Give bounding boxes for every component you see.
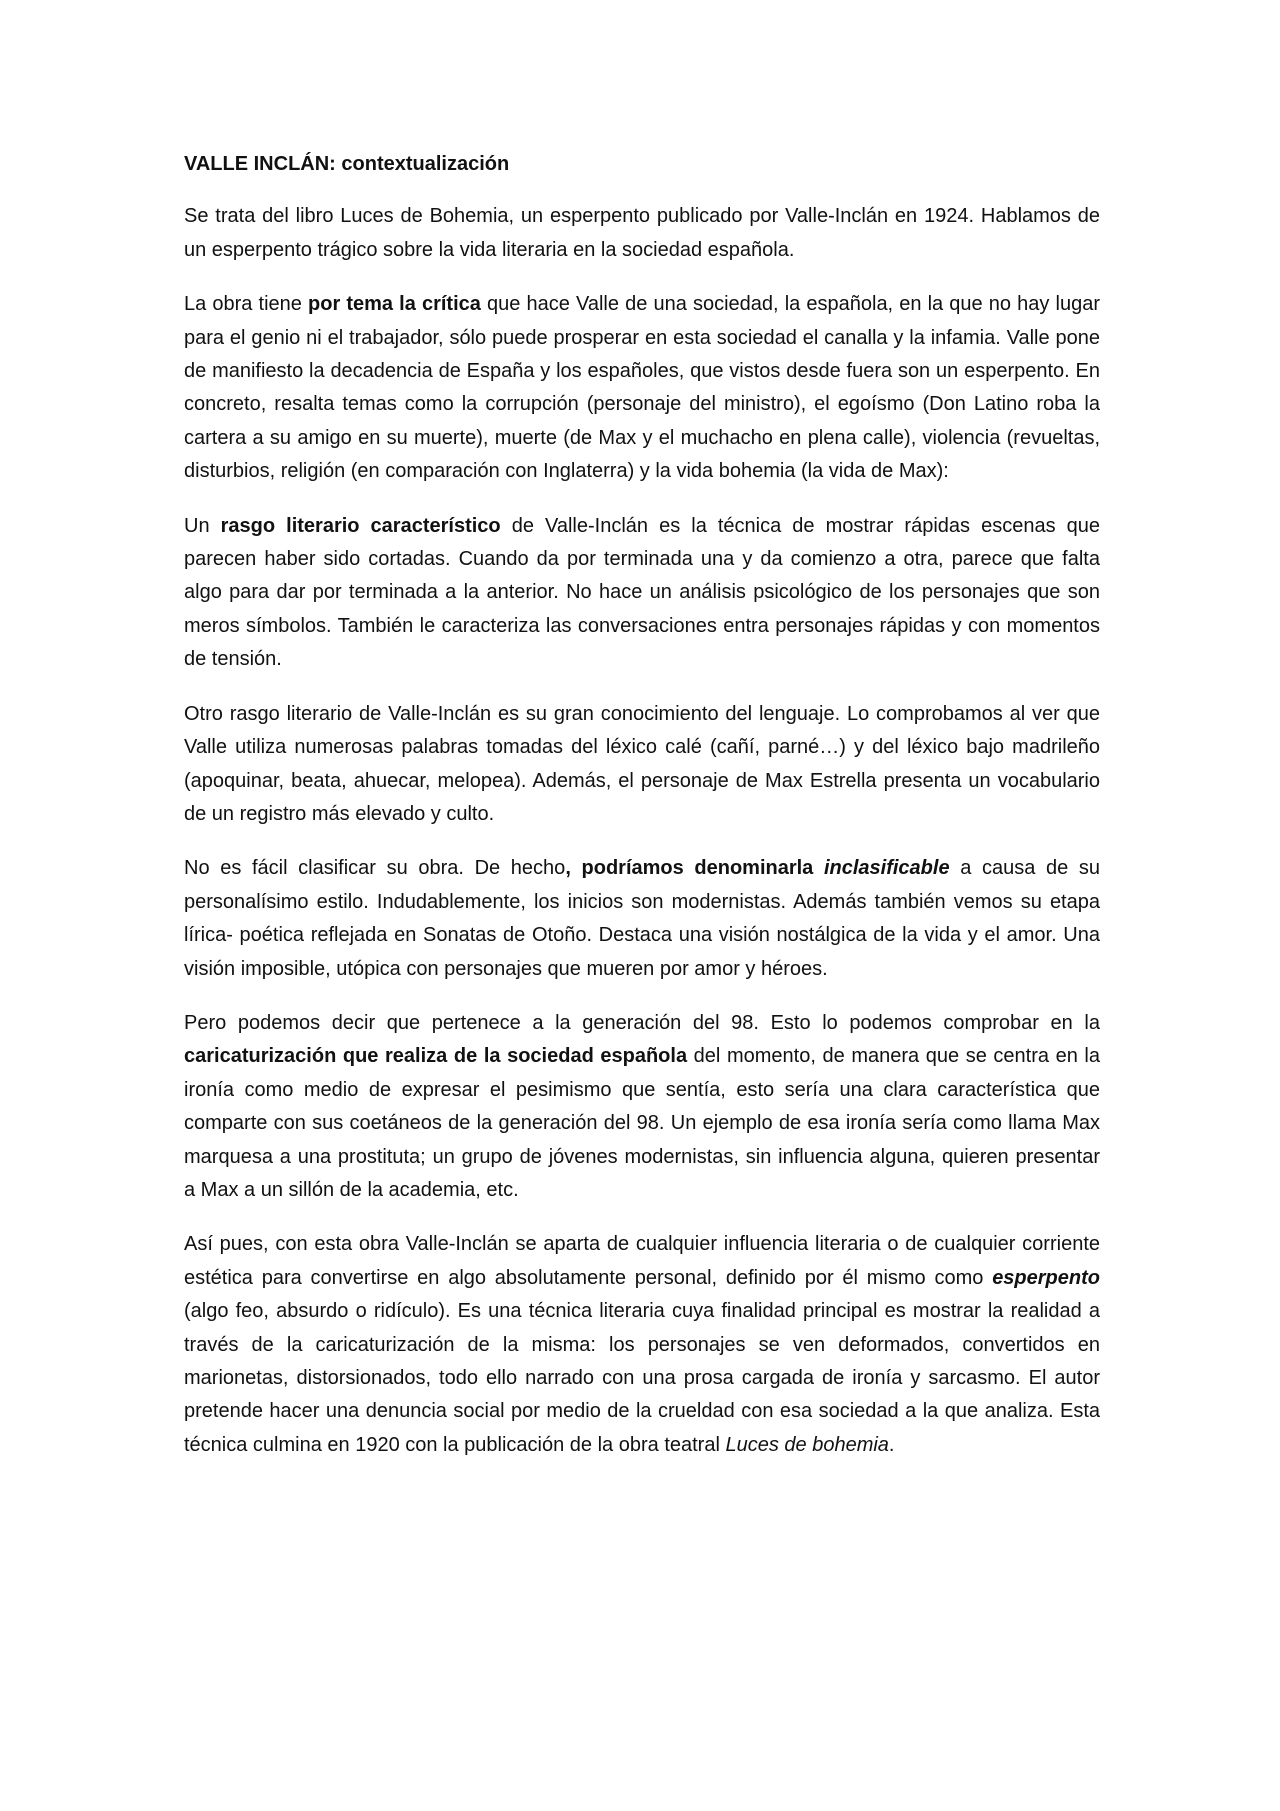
paragraph-text: La obra tiene bbox=[184, 293, 309, 316]
paragraph bbox=[184, 1007, 1100, 1207]
paragraph bbox=[184, 200, 1100, 267]
bold-text: , podríamos denominarla bbox=[565, 857, 824, 880]
paragraph-text: (algo feo, absurdo o ridículo). Es una técnica literaria cuya finalidad principal es mostrar la realidad a través de la caricaturización de la misma: los personajes se ven deformados, convertidos en marionetas, distorsionados, todo ello narrado con una prosa cargada de ironía y sarcasmo. El autor pretende hacer una denuncia social por medio de la crueldad con esa sociedad a la que analiza. Esta técnica culmina en 1920 con la publicación de la obra teatral bbox=[184, 1300, 1100, 1456]
paragraph-text: que hace Valle de una sociedad, la española, en la que no hay lugar para el genio ni el trabajador, sólo puede prosperar en esta sociedad el canalla y la infamia. Valle pone de manifiesto la decadencia de España y los españoles, que vistos desde fuera son un esperpento. En concreto, resalta temas como la corrupción (personaje del ministro), el egoísmo (Don Latino roba la cartera a su amigo en su muerte), muerte (de Max y el muchacho en plena calle), violencia (revueltas, disturbios, religión (en comparación con Inglaterra) y la vida bohemia (la vida de Max): bbox=[184, 293, 1100, 483]
paragraph-text: Otro rasgo literario de Valle-Inclán es su gran conocimiento del lenguaje. Lo comprobamos al ver que Valle utiliza numerosas palabras tomadas del léxico calé (cañí, parné…) y del léxico bajo madrileño (apoquinar, beata, ahuecar, melopea). Además, el personaje de Max Estrella presenta un vocabulario de un registro más elevado y culto. bbox=[184, 702, 1100, 825]
paragraph-text: de Valle-Inclán es la técnica de mostrar rápidas escenas que parecen haber sido cortadas. Cuando da por terminada una y da comienzo a otra, parece que falta algo para dar por terminada a la anterior. No hace un análisis psicológico de los personajes que son meros símbolos. También le caracteriza las conversaciones entra personajes rápidas y con momentos de tensión. bbox=[184, 514, 1101, 671]
bold-text: caricaturización que realiza de la sociedad española bbox=[184, 1045, 688, 1068]
bold-italic-text: inclasificable bbox=[823, 857, 950, 880]
paragraph-text: del momento, de manera que se centra en la ironía como medio de expresar el pesimismo que sentía, esto sería una clara característica que comparte con sus coetáneos de la generación del 98. Un ejemplo de esa ironía sería como llama Max marquesa a una prostituta; un grupo de jóvenes modernistas, sin influencia alguna, quieren presentar a Max a un sillón de la academia, etc. bbox=[184, 1045, 1100, 1201]
paragraph-text: Un bbox=[184, 514, 221, 537]
italic-text: Luces de bohemia bbox=[725, 1433, 889, 1456]
paragraph bbox=[184, 698, 1100, 832]
paragraph-text: . bbox=[888, 1433, 895, 1456]
bold-text: rasgo literario característico bbox=[220, 514, 501, 537]
bold-italic-span bbox=[992, 1267, 1100, 1289]
paragraph-text: Así pues, con esta obra Valle-Inclán se aparta de cualquier influencia literaria o de cualquier corriente estética para convertirse en algo absolutamente personal, definido por él mismo como bbox=[184, 1233, 1100, 1289]
document-body bbox=[184, 148, 1100, 1483]
paragraph-list bbox=[184, 200, 1100, 1462]
paragraph bbox=[184, 510, 1100, 677]
paragraph bbox=[184, 288, 1100, 488]
document-title: VALLE INCLÁN: contextualización bbox=[184, 153, 510, 175]
bold-italic-span bbox=[824, 857, 950, 879]
paragraph-text: a causa de su personalísimo estilo. Indudablemente, los inicios son modernistas. Además también vemos su etapa lírica- poética reflejada en Sonatas de Otoño. Destaca una visión nostálgica de la vida y el amor. Una visión imposible, utópica con personajes que mueren por amor y héroes. bbox=[184, 857, 1101, 980]
paragraph-text: Se trata del libro Luces de Bohemia, un esperpento publicado por Valle-Inclán en 1924. Hablamos de un esperpento trágico sobre la vida literaria en la sociedad española. bbox=[184, 205, 1100, 261]
paragraph-text: No es fácil clasificar su obra. De hecho bbox=[184, 857, 566, 880]
paragraph bbox=[184, 852, 1100, 986]
paragraph-text: Pero podemos decir que pertenece a la generación del 98. Esto lo podemos comprobar en la bbox=[184, 1011, 1100, 1034]
paragraph bbox=[184, 1228, 1100, 1462]
bold-italic-text: esperpento bbox=[992, 1266, 1100, 1289]
bold-text: por tema la crítica bbox=[308, 293, 481, 316]
